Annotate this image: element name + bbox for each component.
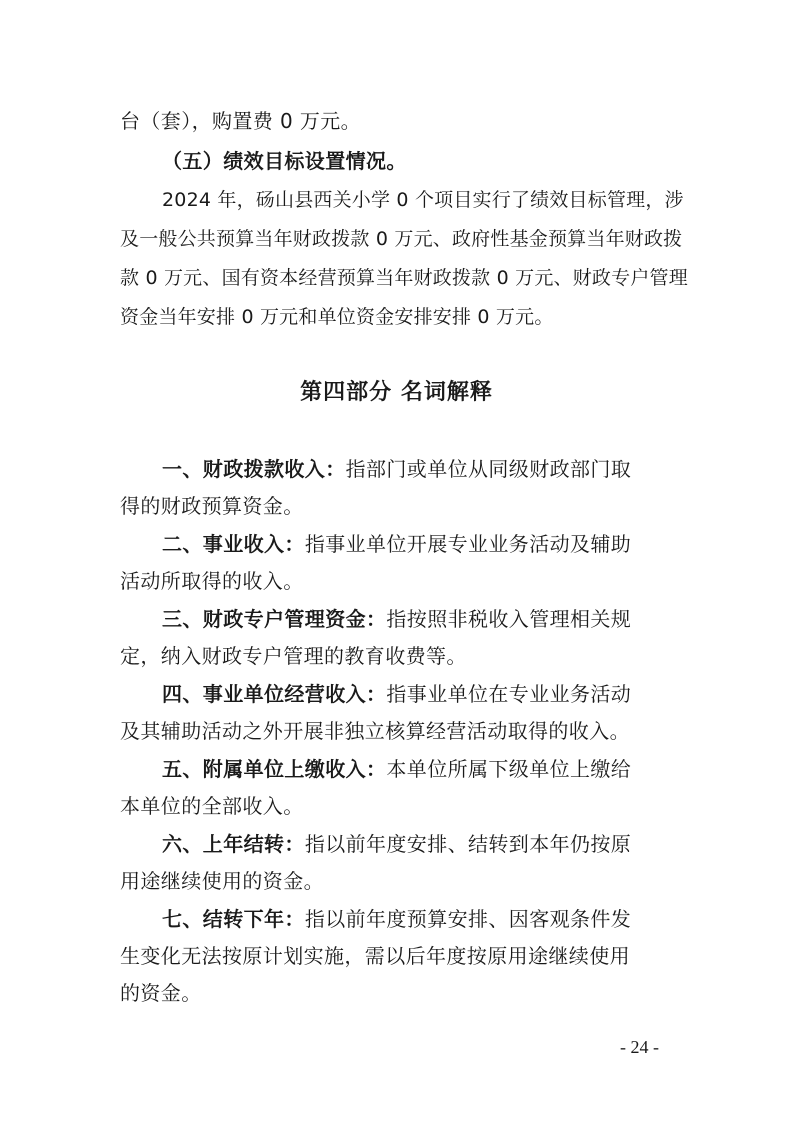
definition-line xyxy=(162,606,676,632)
part-title: 第四部分 名词解释 xyxy=(300,380,493,405)
definition-term: 七、结转下年： xyxy=(162,907,305,931)
definition-term: 四、事业单位经营收入： xyxy=(162,682,387,706)
definition-text: 指以前年度预算安排、因客观条件发 xyxy=(304,907,632,931)
definition-line xyxy=(162,681,676,707)
definition-text: 指事业单位在专业业务活动 xyxy=(386,682,632,706)
definition-term: 六、上年结转： xyxy=(162,832,305,856)
definition-continuation: 用途继续使用的资金。 xyxy=(120,869,324,893)
section-heading: （五）绩效目标设置情况。 xyxy=(162,149,407,173)
definition-continuation: 得的财政预算资金。 xyxy=(120,494,304,518)
definition-text: 指按照非税收入管理相关规 xyxy=(386,607,632,631)
definition-continuation: 的资金。 xyxy=(120,981,202,1005)
definition-text: 指以前年度安排、结转到本年仍按原 xyxy=(304,832,632,856)
definition-line xyxy=(162,531,676,557)
definition-term: 二、事业收入： xyxy=(162,532,305,556)
text-line: 台（套），购置费 0 万元。 xyxy=(120,109,362,133)
paragraph-line: 及一般公共预算当年财政拨款 0 万元、政府性基金预算当年财政拨 xyxy=(120,228,683,250)
definition-term: 一、财政拨款收入： xyxy=(162,457,346,481)
definition-line xyxy=(162,456,676,482)
definition-line xyxy=(162,906,676,932)
definition-term: 三、财政专户管理资金： xyxy=(162,607,387,631)
page-number: - 24 - xyxy=(620,1037,659,1057)
definition-text: 指部门或单位从同级财政部门取 xyxy=(345,457,632,481)
definition-line xyxy=(162,756,676,782)
definition-continuation: 生变化无法按原计划实施，需以后年度按原用途继续使用 xyxy=(120,944,630,968)
definition-continuation: 活动所取得的收入。 xyxy=(120,569,304,593)
paragraph-line: 2024 年，砀山县西关小学 0 个项目实行了绩效目标管理，涉 xyxy=(162,189,684,211)
paragraph-line: 款 0 万元、国有资本经营预算当年财政拨款 0 万元、财政专户管理 xyxy=(120,267,688,289)
paragraph-line: 资金当年安排 0 万元和单位资金安排安排 0 万元。 xyxy=(120,306,554,328)
definition-continuation: 定，纳入财政专户管理的教育收费等。 xyxy=(120,644,467,668)
definition-term: 五、附属单位上缴收入： xyxy=(162,757,387,781)
definition-line xyxy=(162,831,676,857)
definition-text: 指事业单位开展专业业务活动及辅助 xyxy=(304,532,632,556)
definition-continuation: 本单位的全部收入。 xyxy=(120,794,304,818)
definition-continuation: 及其辅助活动之外开展非独立核算经营活动取得的收入。 xyxy=(120,719,630,743)
definition-text: 本单位所属下级单位上缴给 xyxy=(386,757,632,781)
